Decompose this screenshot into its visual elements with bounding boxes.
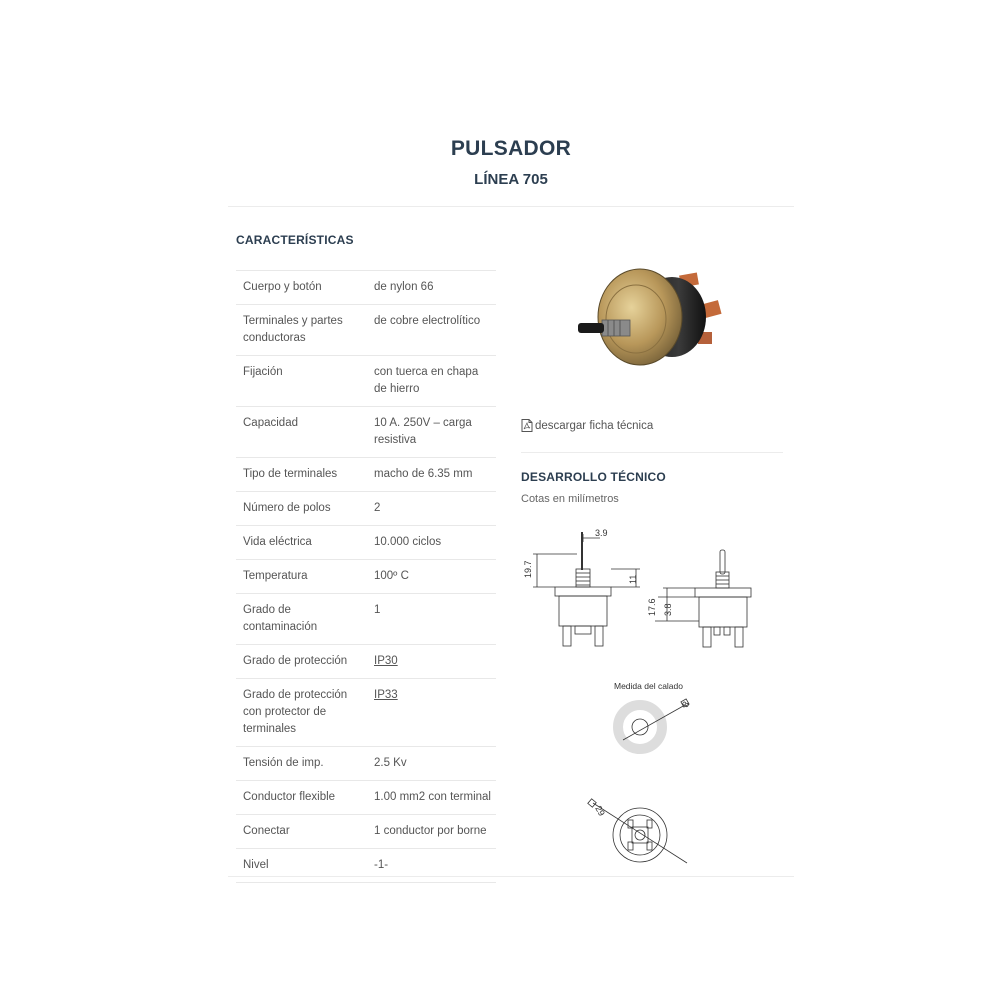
spec-row — [236, 407, 496, 458]
spec-key: Grado de protección — [236, 645, 367, 679]
dim-17-6: 17.6 — [647, 598, 657, 616]
spec-row — [236, 526, 496, 560]
spec-row — [236, 815, 496, 849]
spec-row — [236, 305, 496, 356]
desarrollo-divider — [521, 452, 783, 453]
spec-value — [367, 645, 496, 679]
spec-row — [236, 356, 496, 407]
footer-divider — [228, 876, 794, 877]
spec-value: de nylon 66 — [367, 271, 496, 305]
desarrollo-heading: DESARROLLO TÉCNICO — [521, 470, 666, 484]
side-view-left — [533, 532, 640, 646]
spec-value: 10 A. 250V – carga resistiva — [367, 407, 496, 458]
spec-row — [236, 271, 496, 305]
dim-11: 11 — [628, 574, 638, 584]
spec-value: macho de 6.35 mm — [367, 458, 496, 492]
spec-value: 100º C — [367, 560, 496, 594]
side-view-right — [655, 550, 751, 647]
spec-key: Terminales y partes conductoras — [236, 305, 367, 356]
spec-value: 2.5 Kv — [367, 747, 496, 781]
download-label: descargar ficha técnica — [535, 419, 654, 432]
spec-row — [236, 645, 496, 679]
spec-key: Grado de contaminación — [236, 594, 367, 645]
spec-value: -1- — [367, 849, 496, 883]
spec-value: 2 — [367, 492, 496, 526]
spec-key: Conectar — [236, 815, 367, 849]
spec-key: Capacidad — [236, 407, 367, 458]
spec-row — [236, 594, 496, 645]
dim-29: 29 — [593, 804, 607, 818]
cotas-note: Cotas en milímetros — [521, 493, 619, 505]
spec-row — [236, 560, 496, 594]
spec-value: de cobre electrolítico — [367, 305, 496, 356]
spec-key: Temperatura — [236, 560, 367, 594]
spec-value: 1 — [367, 594, 496, 645]
spec-key: Nivel — [236, 849, 367, 883]
spec-row — [236, 458, 496, 492]
spec-value-link[interactable]: IP33 — [374, 689, 398, 701]
spec-value-link[interactable]: IP30 — [374, 655, 398, 667]
page-title: PULSADOR — [450, 137, 572, 160]
dim-3-8: 3.8 — [663, 603, 673, 616]
caracteristicas-heading: CARACTERÍSTICAS — [236, 233, 354, 247]
spec-key: Fijación — [236, 356, 367, 407]
product-photo — [572, 262, 722, 392]
download-ficha-link[interactable] — [521, 419, 653, 432]
spec-key: Cuerpo y botón — [236, 271, 367, 305]
spec-key: Conductor flexible — [236, 781, 367, 815]
technical-drawing — [515, 520, 785, 870]
specs-table — [236, 270, 496, 883]
spec-value: 10.000 ciclos — [367, 526, 496, 560]
dim-19-7: 19.7 — [523, 560, 533, 578]
spec-row — [236, 747, 496, 781]
header-divider — [228, 206, 794, 207]
spec-key: Vida eléctrica — [236, 526, 367, 560]
spec-row — [236, 849, 496, 883]
spec-value: 1.00 mm2 con terminal — [367, 781, 496, 815]
spec-row — [236, 679, 496, 747]
spec-row — [236, 781, 496, 815]
spec-key: Número de polos — [236, 492, 367, 526]
calado-view — [618, 699, 692, 749]
spec-value: con tuerca en chapa de hierro — [367, 356, 496, 407]
spec-value: 1 conductor por borne — [367, 815, 496, 849]
dim-8: 8 — [680, 699, 692, 709]
spec-key: Tensión de imp. — [236, 747, 367, 781]
spec-value — [367, 679, 496, 747]
page-subtitle: LÍNEA 705 — [474, 171, 548, 188]
spec-key: Tipo de terminales — [236, 458, 367, 492]
spec-key: Grado de protección con protector de terminales — [236, 679, 367, 747]
pdf-file-icon — [521, 419, 533, 432]
spec-row — [236, 492, 496, 526]
dim-3-9: 3.9 — [595, 528, 608, 538]
calado-label: Medida del calado — [614, 681, 683, 691]
